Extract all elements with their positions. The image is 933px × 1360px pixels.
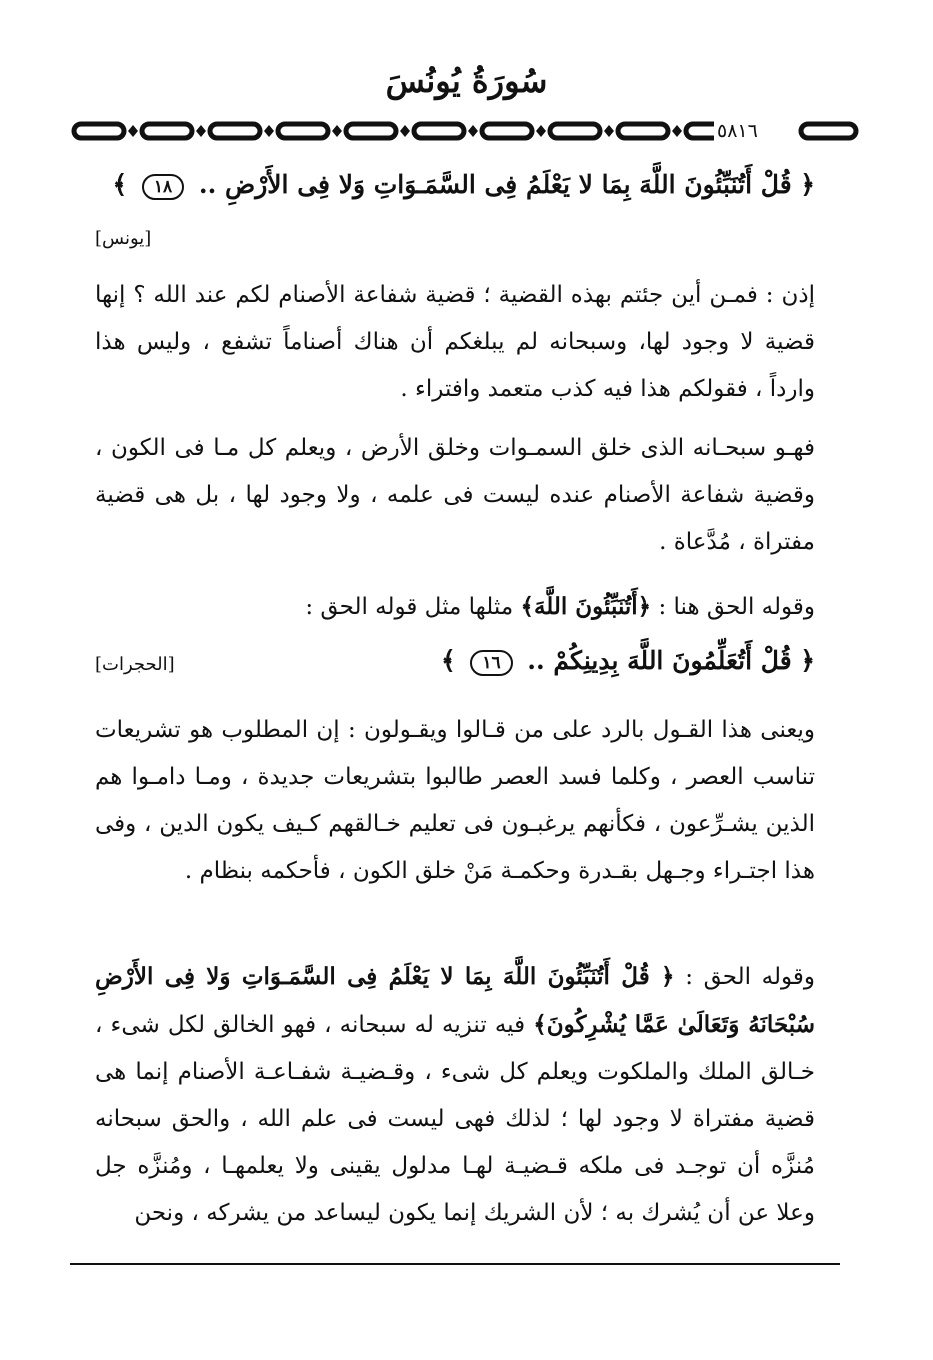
verse-number-badge: ١٦	[470, 650, 512, 676]
paragraph-3-intro: وقوله الحق هنا :	[651, 594, 815, 620]
verse-close-bracket: ﴾	[440, 646, 456, 675]
verse-number-badge: ١٨	[142, 174, 184, 200]
page-number: ٥٨١٦	[714, 121, 761, 141]
verse-text: ﴿ قُلْ أَتُعَلِّمُونَ اللَّهَ بِدِينِكُمْ ..	[527, 646, 815, 675]
paragraph-2: فهـو سبحـانه الذى خلق السمـوات وخلق الأرض ، ويعلم كل مـا فى الكون ، وقضية شفاعة الأصنام عنده ليست فى علمه ، ولا وجود لها ، بل هى قضية مفتراة ، مُدَّعاة .	[95, 435, 815, 555]
quoted-verse-fragment: ﴿أَتُنَبِّئُونَ اللَّهَ﴾	[520, 593, 652, 620]
quran-verse-yunus-18	[95, 170, 815, 200]
paragraph-1: إذن : فمـن أين جئتم بهذه القضية ؛ قضية شفاعة الأصنام لكم عند الله ؟ إنها قضية لا وجود لها، وسبحانه لم يبلغكم أن هناك أصناماً تشفع ، وليس هذا وارداً ، فقولكم هذا فيه كذب متعمد وافتراء .	[95, 282, 815, 402]
surah-reference: [الحجرات]	[95, 654, 175, 675]
verse-close-bracket: ﴾	[112, 170, 128, 199]
surah-reference: [يونس]	[95, 228, 152, 249]
paragraph-3	[95, 583, 815, 631]
paragraph-3-end: مثلها مثل قوله الحق :	[305, 594, 521, 620]
paragraph-5-intro: وقوله الحق :	[674, 964, 815, 990]
quran-verse-hujurat-16	[95, 646, 815, 676]
verse-text: ﴿ قُلْ أَتُنَبِّئُونَ اللَّهَ بِمَا لا يَعْلَمُ فِى السَّمَـوَاتِ وَلا فِى الأَرْضِ ..	[198, 170, 815, 199]
paragraph-4: ويعنى هذا القـول بالرد على من قـالوا ويقـولون : إن المطلوب هو تشريعات تناسب العصر ، وكلما فسد العصر طالبوا بتشريعات جديدة ، ومـا دامـوا هم الذين يشـرِّعون ، فكأنهم يرغبـون فى تعليم خـالقهم كـيف يكون الدين ، وفى هذا اجتـراء وجـهل بقـدرة وحكمـة مَنْ خلق الكون ، فأحكمه بنظام .	[95, 717, 815, 884]
paragraph-5-body: فيه تنزيه له سبحانه ، فهو الخالق لكل شىء ، خـالق الملك والملكوت ويعلم كل شىء ، وقـضيـة شفـاعـة الأصنام إنما هى قضية مفتراة لا وجود لها ؛ لذلك فهى ليست فى علم الله ، والحق سبحانه مُنزَّه أن توجـد فى ملكه قـضيـة لهـا مدلول يقينى ولا يعلمهـا ، ومُنزَّه جل وعلا عن أن يُشرك به ؛ لأن الشريك إنما يكون ليساعد من يشركه ، ونحن	[95, 1012, 815, 1226]
paragraph-5	[95, 953, 815, 1237]
footer-rule	[70, 1263, 840, 1265]
surah-title: سُورَةُ يُونُسَ	[385, 62, 548, 100]
quoted-verse: ﴿ قُلْ أَتُنَبِّئُونَ اللَّهَ بِمَا لا يَعْلَمُ فِى السَّمَـوَاتِ وَلا فِى الأَرْضِ سُبْحَانَهُ وَتَعَالَىٰ عَمَّا يُشْرِكُونَ﴾	[95, 963, 815, 1038]
